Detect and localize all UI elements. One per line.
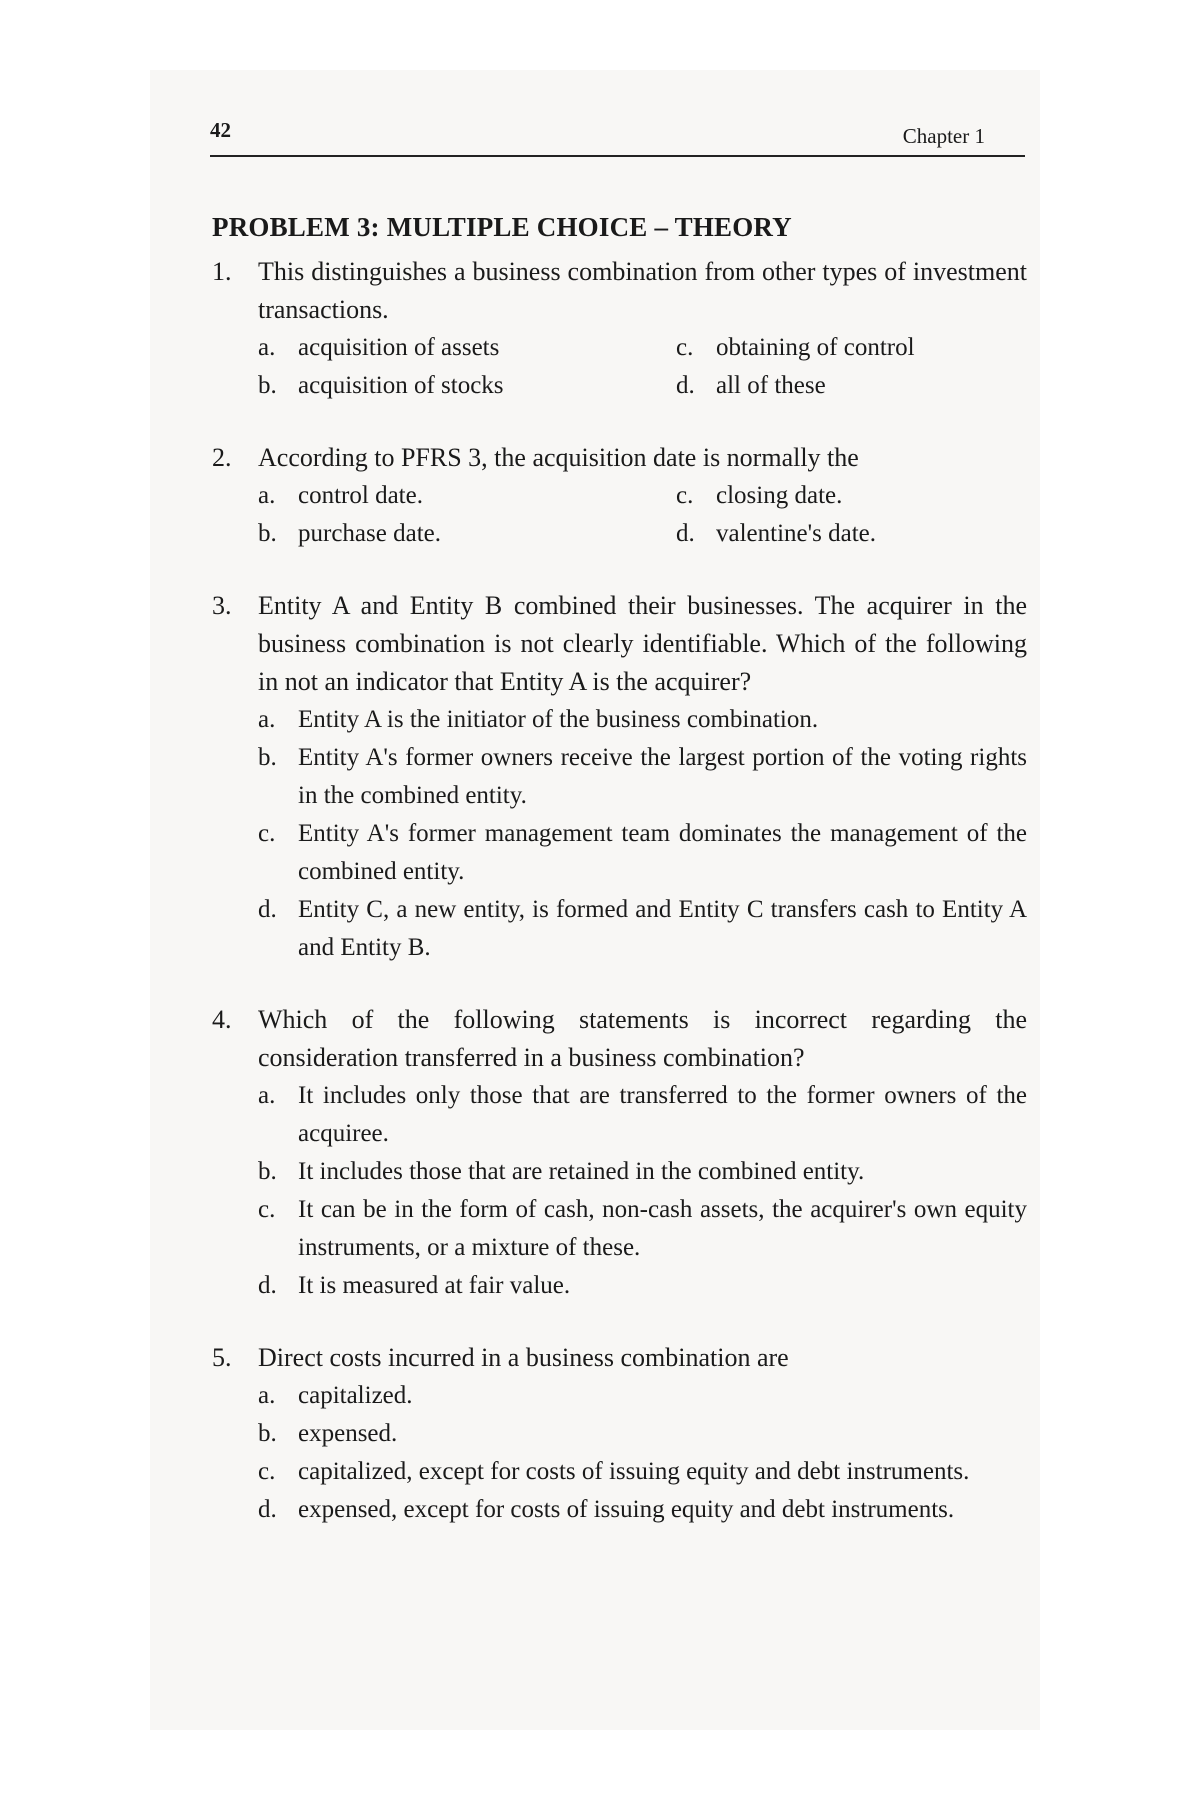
problem-section [212, 212, 1027, 1563]
option-text: acquisition of stocks [298, 372, 504, 399]
question-text: According to PFRS 3, the acquisition date is normally the [258, 443, 859, 472]
option-letter: a. [258, 1382, 276, 1409]
option-a [258, 329, 676, 367]
question-text: Direct costs incurred in a business combination are [258, 1343, 789, 1372]
option-text: obtaining of control [716, 334, 915, 361]
question-1 [212, 253, 1027, 405]
option-c [258, 1453, 1027, 1491]
option-letter: b. [258, 1158, 277, 1185]
question-number: 4. [212, 1005, 232, 1034]
option-letter: a. [258, 334, 276, 361]
option-letter: b. [258, 372, 277, 399]
option-c [676, 477, 1027, 515]
option-b [258, 1415, 1027, 1453]
problem-title: PROBLEM 3: MULTIPLE CHOICE – THEORY [212, 212, 792, 242]
option-text: all of these [716, 372, 826, 399]
option-list [258, 1377, 1027, 1529]
option-letter: a. [258, 706, 276, 733]
option-letter: d. [258, 896, 277, 923]
question-text: Which of the following statements is incorrect regarding the consideration transferred in a business combination? [258, 1005, 1027, 1072]
option-text: control date. [298, 482, 423, 509]
option-c [258, 1191, 1027, 1267]
option-letter: b. [258, 744, 277, 771]
option-letter: d. [258, 1496, 277, 1523]
option-letter: c. [676, 334, 694, 361]
option-letter: c. [258, 1196, 276, 1223]
chapter-label: Chapter 1 [902, 124, 985, 148]
option-text: purchase date. [298, 520, 441, 547]
question-4 [212, 1001, 1027, 1305]
option-c [676, 329, 1027, 367]
option-text: It can be in the form of cash, non-cash assets, the acquirer's own equity instruments, or a mixture of these. [298, 1196, 1027, 1261]
option-c [258, 815, 1027, 891]
page-number: 42 [210, 118, 231, 142]
option-d [676, 515, 1027, 553]
option-list [258, 329, 1027, 405]
option-letter: c. [258, 820, 276, 847]
option-letter: c. [258, 1458, 276, 1485]
option-b [258, 1153, 1027, 1191]
option-text: It includes only those that are transferred to the former owners of the acquiree. [298, 1082, 1027, 1147]
option-text: capitalized. [298, 1382, 413, 1409]
option-text: closing date. [716, 482, 843, 509]
option-a [258, 1377, 1027, 1415]
question-text: Entity A and Entity B combined their businesses. The acquirer in the business combination is not clearly identifiable. Which of the following in not an indicator that Entity A is the acquirer? [258, 591, 1027, 696]
question-3 [212, 587, 1027, 967]
option-list [258, 701, 1027, 967]
option-b [258, 515, 676, 553]
question-text: This distinguishes a business combination from other types of investment transactions. [258, 257, 1027, 324]
option-list [258, 1077, 1027, 1305]
option-text: Entity A's former owners receive the largest portion of the voting rights in the combined entity. [298, 744, 1027, 809]
option-d [676, 367, 1027, 405]
option-a [258, 701, 1027, 739]
option-d [258, 1267, 1027, 1305]
option-letter: d. [676, 520, 695, 547]
option-a [258, 477, 676, 515]
option-letter: a. [258, 482, 276, 509]
option-letter: b. [258, 520, 277, 547]
question-2 [212, 439, 1027, 553]
option-text: valentine's date. [716, 520, 876, 547]
option-text: Entity C, a new entity, is formed and Entity C transfers cash to Entity A and Entity B. [298, 896, 1027, 961]
option-d [258, 891, 1027, 967]
option-text: expensed. [298, 1420, 398, 1447]
option-letter: b. [258, 1420, 277, 1447]
option-letter: a. [258, 1082, 276, 1109]
option-letter: c. [676, 482, 694, 509]
option-d [258, 1491, 1027, 1529]
question-number: 1. [212, 257, 232, 286]
option-text: Entity A is the initiator of the business combination. [298, 706, 819, 733]
option-text: It is measured at fair value. [298, 1272, 571, 1299]
option-text: capitalized, except for costs of issuing equity and debt instruments. [298, 1458, 970, 1485]
question-5 [212, 1339, 1027, 1529]
option-a [258, 1077, 1027, 1153]
option-list [258, 477, 1027, 553]
header-divider [210, 155, 1025, 157]
option-text: acquisition of assets [298, 334, 500, 361]
question-number: 5. [212, 1343, 232, 1372]
option-letter: d. [258, 1272, 277, 1299]
option-b [258, 367, 676, 405]
page-header [210, 118, 1025, 158]
question-number: 3. [212, 591, 232, 620]
question-number: 2. [212, 443, 232, 472]
option-text: It includes those that are retained in the combined entity. [298, 1158, 865, 1185]
option-b [258, 739, 1027, 815]
option-letter: d. [676, 372, 695, 399]
option-text: Entity A's former management team dominates the management of the combined entity. [298, 820, 1027, 885]
option-text: expensed, except for costs of issuing equity and debt instruments. [298, 1496, 955, 1523]
